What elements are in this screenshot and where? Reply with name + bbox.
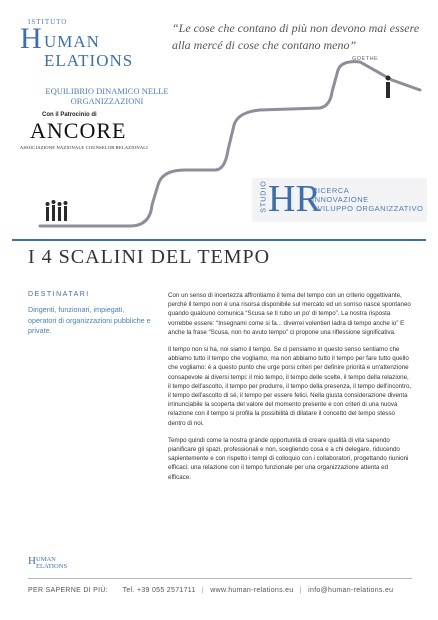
logo-line-uman: UMAN [44,32,100,51]
logo-istituto: ISTITUTO [28,18,68,26]
body-text [168,291,412,490]
studio-label: STUDIO [260,180,268,213]
studio-lines [312,186,423,213]
studio-hr-mark: HR [268,178,321,220]
footer-contacts: PER SAPERNE DI PIÙ: Tel. +39 055 2571711 | www.human-relations.eu | info@human-relations.eu [28,587,394,594]
logo-line-elations: ELATIONS [44,51,134,70]
body-paragraph-1: Con un senso di incertezza affrontiamo il tema del tempo con un criterio oggettivante, perché il tempo non è una risorsa disponibile sul mercato ed un sorriso nasce spontaneo quando qualcuno comunica “Scusa se ti rubo un po' di tempo”. La nostra risposta vorrebbe essere: “Insegnami come si fa... diverrei volentieri ladra di tempo anche io” E anche la frase “Scusa, non ho avuto tempo” ci propone una riflessione significativa. [168,292,411,336]
patronage-label: Con il Patrocinio di [42,112,97,118]
footer-logo-uman: UMAN [36,556,56,563]
association-name: ASSOCIAZIONE NAZIONALE COUNSELOR RELAZIONALI [20,145,148,150]
body-paragraph-3: Tempo quindi come la nostra grande opportunità di creare qualità di vita sapendo pianificare gli spazi, professionali e non, scegliendo cosa e a chi delegare, riducendo sapientemente e con rispetto i tempi di colloquio con i collaboratori, progettando riunioni efficaci: una relazione con il tempo funzionale per una organizzazione attenta ed efficace. [168,436,409,481]
people-group-icon [46,200,68,221]
goethe-quote: “Le cose che contano di più non devono mai essere alla mercé di cose che contano meno” [172,21,420,52]
person-figure-icon [386,76,391,99]
logo-h-letter: H [20,22,43,55]
body-paragraph-2: Il tempo non si ha, noi siamo il tempo. Se ci pensiamo in questo senso sentiamo che abbiamo tutto il tempo che vogliamo, ma non abbiamo tutto il tempo per fare tutto quello che vogliamo: è a questo punto che urge porsi criteri per definire priorità e un'attenzione consapevole ai diversi tempi: il mio tempo, il tempo delle scelte, il tempo della relazione, il tempo dell'ascolto, il tempo per produrre, il tempo della presenza, il tempo dell'incontro, il tempo dell'ascolto di sé, il tempo per essere felici. Nella giusta considerazione diventa irrinunciabile la scoperta del valore del momento presente e con criteri di una nuova relazione con il tempo si profila la possibilità di dilatare il concetto del tempo stesso dentro di noi. [168,346,412,427]
quote-author: GOETHE [352,56,379,62]
footer-rule [28,578,412,579]
page-title: I 4 SCALINI DEL TEMPO [28,246,271,268]
footer-website-link[interactable]: www.human-relations.eu [210,587,294,594]
studio-line-sviluppo: SVILUPPO ORGANIZZATIVO [312,204,424,213]
destinatari-text: Dirigenti, funzionari, impiegati, operatori di organizzazioni pubbliche e private. [28,305,151,335]
footer-email-link[interactable]: info@human-relations.eu [308,587,394,594]
studio-line-ricerca: RICERCA [312,186,350,195]
footer-phone[interactable]: Tel. +39 055 2571711 [122,587,196,594]
footer-logo-elations: ELATIONS [36,563,68,570]
title-rule [12,239,426,241]
footer-logo-h: H [28,555,36,567]
footer-label: PER SAPERNE DI PIÙ: [28,587,108,594]
studio-line-innovazione: INNOVAZIONE [312,195,369,204]
brand-tagline: EQUILIBRIO DINAMICO NELLE ORGANIZZAZIONI [45,86,169,106]
destinatari-heading: DESTINATARI [28,291,90,298]
ancore-logo: ANCORE [30,118,127,143]
